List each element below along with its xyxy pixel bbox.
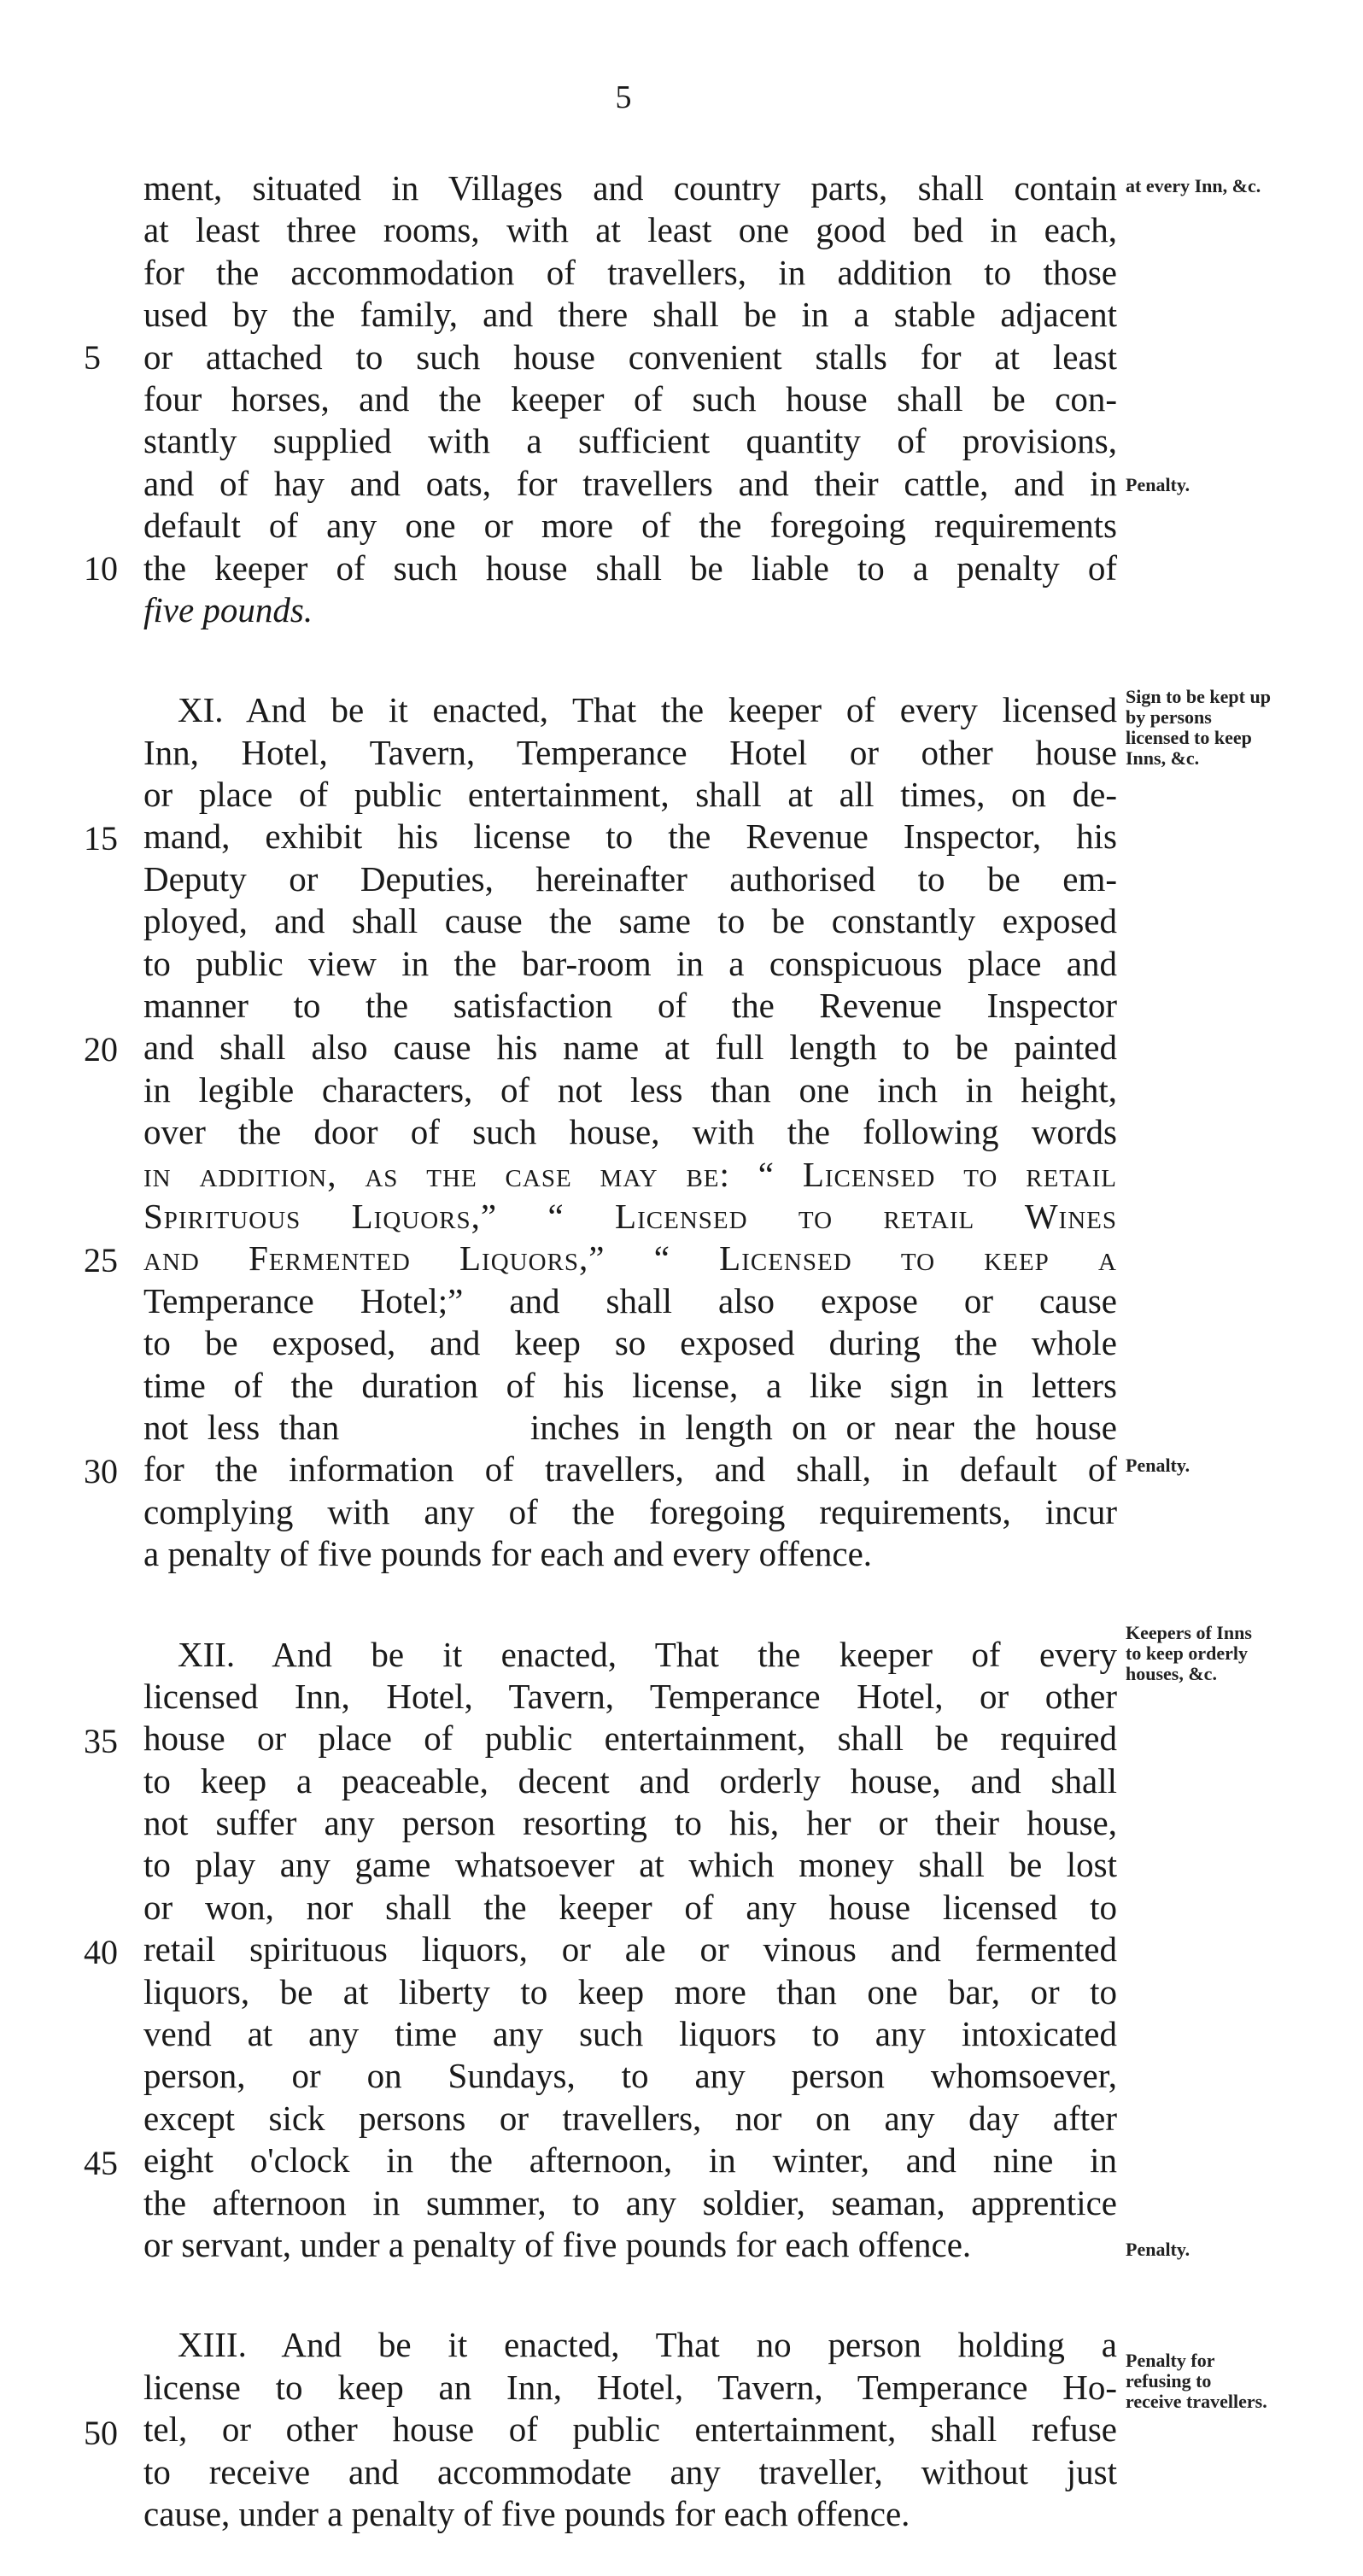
text-line: licensed Inn, Hotel, Tavern, Temperance Hotel, or other bbox=[143, 1676, 1117, 1716]
line-number: 40 bbox=[84, 1932, 118, 1971]
line-number: 35 bbox=[84, 1721, 118, 1760]
text-line: five pounds. bbox=[143, 589, 313, 629]
margin-note-penalty: Penalty. bbox=[1126, 474, 1190, 495]
text-line: Deputy or Deputies, hereinafter authorised to be em- bbox=[143, 858, 1117, 899]
text-line: in legible characters, of not less than one inch in height, bbox=[143, 1069, 1117, 1109]
page-text bbox=[143, 167, 1117, 2535]
line-number: 5 bbox=[84, 337, 101, 377]
margin-note-inn: at every Inn, &c. bbox=[1126, 175, 1261, 196]
text-line: default of any one or more of the foregoing requirements bbox=[143, 506, 1117, 546]
text-line: house or place of public entertainment, shall be required bbox=[143, 1718, 1117, 1759]
text-line: complying with any of the foregoing requirements, incur bbox=[143, 1491, 1117, 1531]
margin-note-refusing-travellers: Penalty for refusing to receive travellers. bbox=[1126, 2350, 1267, 2412]
text-line: person, or on Sundays, to any person whomsoever, bbox=[143, 2056, 1117, 2096]
line-number: 45 bbox=[84, 2143, 118, 2182]
line-number: 50 bbox=[84, 2413, 118, 2452]
text-line: in addition, as the case may be: “ Licensed to retail bbox=[143, 1154, 1117, 1194]
text-line: XII. And be it enacted, That the keeper of every bbox=[178, 1634, 1117, 1674]
text-line: over the door of such house, with the following words bbox=[143, 1112, 1117, 1152]
text-line: for the information of travellers, and shall, in default of bbox=[143, 1449, 1117, 1490]
text-line: and of hay and oats, for travellers and their cattle, and in bbox=[143, 463, 1117, 503]
text-line: not less than inches in length on or near the house bbox=[143, 1407, 1117, 1447]
text-line: or servant, under a penalty of five pounds for each offence. bbox=[143, 2224, 972, 2264]
text-line: to play any game whatsoever at which money shall be lost bbox=[143, 1845, 1117, 1885]
text-line: XIII. And be it enacted, That no person holding a bbox=[178, 2325, 1117, 2365]
text-line: the afternoon in summer, to any soldier, seaman, apprentice bbox=[143, 2182, 1117, 2222]
text-line: to public view in the bar-room in a conspicuous place and bbox=[143, 943, 1117, 983]
line-number: 25 bbox=[84, 1240, 118, 1279]
margin-note-penalty: Penalty. bbox=[1126, 1455, 1190, 1476]
text-line: Temperance Hotel;” and shall also expose or cause bbox=[143, 1280, 1117, 1320]
text-line: eight o'clock in the afternoon, in winter, and nine in bbox=[143, 2140, 1117, 2181]
paragraph-x-continued bbox=[143, 167, 1117, 631]
text-line: mand, exhibit his license to the Revenue Inspector, his bbox=[143, 817, 1117, 857]
text-line: to keep a peaceable, decent and orderly house, and shall bbox=[143, 1760, 1117, 1800]
margin-note-sign: Sign to be kept up by persons licensed to keep Inns, &c. bbox=[1126, 686, 1271, 769]
page-number: 5 bbox=[615, 79, 632, 115]
text-line: to receive and accommodate any traveller, without just bbox=[143, 2451, 1117, 2491]
line-number: 30 bbox=[84, 1451, 118, 1490]
line-number: 20 bbox=[84, 1029, 118, 1068]
text-line: or won, nor shall the keeper of any house licensed to bbox=[143, 1887, 1117, 1927]
line-number: 15 bbox=[84, 818, 118, 858]
text-line: ment, situated in Villages and country parts, shall contain bbox=[143, 168, 1117, 208]
text-line: a penalty of five pounds for each and every offence. bbox=[143, 1534, 873, 1574]
text-line: used by the family, and there shall be in a stable adjacent bbox=[143, 295, 1117, 335]
section-xiii bbox=[143, 2324, 1117, 2535]
margin-note-orderly-houses: Keepers of Inns to keep orderly houses, &c. bbox=[1126, 1622, 1252, 1684]
text-line: and Fermented Liquors,” “ Licensed to keep a bbox=[143, 1238, 1117, 1279]
text-line: for the accommodation of travellers, in addition to those bbox=[143, 252, 1117, 292]
text-line: and shall also cause his name at full length to be painted bbox=[143, 1027, 1117, 1068]
text-line: Spirituous Liquors,” “ Licensed to retail Wines bbox=[143, 1196, 1117, 1236]
margin-note-penalty: Penalty. bbox=[1126, 2239, 1190, 2260]
text-line: ployed, and shall cause the same to be constantly exposed bbox=[143, 901, 1117, 941]
text-line: not suffer any person resorting to his, her or their house, bbox=[143, 1803, 1117, 1843]
text-line: license to keep an Inn, Hotel, Tavern, Temperance Ho- bbox=[143, 2367, 1117, 2407]
text-line: except sick persons or travellers, nor on any day after bbox=[143, 2098, 1117, 2138]
section-xii bbox=[143, 1634, 1117, 2267]
section-xi bbox=[143, 689, 1117, 1575]
text-line: liquors, be at liberty to keep more than one bar, or to bbox=[143, 1971, 1117, 2011]
text-line: stantly supplied with a sufficient quantity of provisions, bbox=[143, 421, 1117, 461]
line-number: 10 bbox=[84, 548, 118, 588]
text-line: tel, or other house of public entertainment, shall refuse bbox=[143, 2409, 1117, 2450]
text-line: retail spirituous liquors, or ale or vinous and fermented bbox=[143, 1929, 1117, 1970]
text-line: time of the duration of his license, a like sign in letters bbox=[143, 1365, 1117, 1405]
text-line: at least three rooms, with at least one good bed in each, bbox=[143, 210, 1117, 250]
text-line: the keeper of such house shall be liable to a penalty of bbox=[143, 547, 1117, 588]
text-line: four horses, and the keeper of such house shall be con- bbox=[143, 378, 1117, 419]
text-line: cause, under a penalty of five pounds for each offence. bbox=[143, 2493, 910, 2533]
text-line: to be exposed, and keep so exposed during the whole bbox=[143, 1323, 1117, 1363]
text-line: Inn, Hotel, Tavern, Temperance Hotel or other house bbox=[143, 732, 1117, 772]
text-line: manner to the satisfaction of the Revenue Inspector bbox=[143, 986, 1117, 1026]
text-line: XI. And be it enacted, That the keeper of every licensed bbox=[178, 690, 1117, 730]
text-line: or attached to such house convenient stalls for at least bbox=[143, 337, 1117, 377]
text-line: or place of public entertainment, shall at all times, on de- bbox=[143, 775, 1117, 815]
text-line: vend at any time any such liquors to any intoxicated bbox=[143, 2014, 1117, 2054]
